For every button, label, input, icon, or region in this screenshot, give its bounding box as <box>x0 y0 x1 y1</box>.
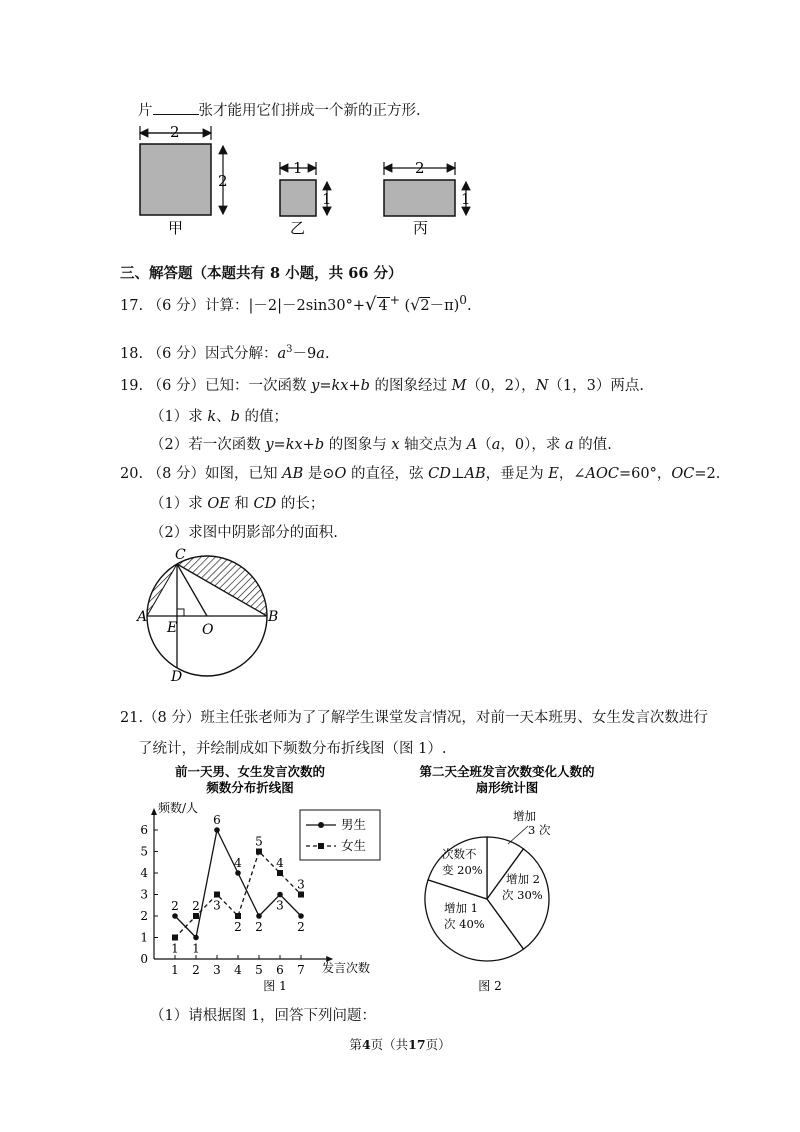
q17-text: 计算：|－2|－2sin30°+ <box>205 297 366 314</box>
chart1-ytick-2: 2 <box>140 909 148 923</box>
q19-sub2-2: = <box>273 437 286 453</box>
pie-label-plus3-leader <box>508 826 528 844</box>
chart1-datalabel-female-1: 1 <box>171 941 179 956</box>
q19-sub1-4: 的值； <box>239 409 289 425</box>
q18-score: （6 分） <box>147 346 206 362</box>
chart1-legend-box <box>300 810 380 860</box>
q21-sub1: （1）请根据图 1，回答下列问题： <box>150 1008 377 1024</box>
q19-sub1-1: k <box>207 409 217 425</box>
chart1-ytick-6: 6 <box>140 823 148 837</box>
chart1-datalabel-female-3: 3 <box>213 898 221 913</box>
q19-sub2-9: A <box>466 437 478 453</box>
footer-post: 页） <box>425 1037 451 1052</box>
q19-stem-6: 的图象经过 <box>369 378 452 394</box>
jia-width-label: 2 <box>170 123 180 141</box>
section-3-title: 三、解答题（本题共有 8 小题，共 66 分） <box>120 265 403 282</box>
q20-sub1-1: OE <box>207 496 230 512</box>
chart1-point-female-3 <box>214 892 220 898</box>
q16-shapes-figure <box>128 120 508 240</box>
q19-stem-10: （1，3）两点. <box>548 378 644 394</box>
q19-sub1-2: 、 <box>216 409 231 425</box>
frequency-line-chart <box>130 762 400 997</box>
q20-stem-7: AB <box>464 466 486 482</box>
q17-score: （6 分） <box>147 297 206 314</box>
chart1-point-female-1 <box>172 935 178 941</box>
q20-sub1-0: （1）求 <box>150 496 208 512</box>
q20-stem-1: AB <box>282 466 304 482</box>
chart1-ylabel: 频数/人 <box>158 801 199 815</box>
q20-sub2: （2）求图中阴影部分的面积. <box>150 525 338 541</box>
chart1-datalabel-male-4: 4 <box>234 856 242 870</box>
chart1-datalabel-male-1: 2 <box>171 899 179 913</box>
q20-sub1-3: CD <box>253 496 277 512</box>
q17-plus: + <box>389 293 400 307</box>
q19-sub2-5: b <box>314 437 325 453</box>
q19-sub1-3: b <box>230 409 240 425</box>
footer-total-pages: 17 <box>408 1037 426 1052</box>
q18-number: 18. <box>120 346 144 362</box>
label-a: A <box>137 609 148 625</box>
legend-male-label: 男生 <box>341 817 367 832</box>
chart1-xtick-6: 6 <box>276 963 284 977</box>
q20 <box>120 462 720 483</box>
q19-stem-3: kx <box>331 378 349 394</box>
q19-sub2-10: （ <box>477 437 492 453</box>
legend-male-marker <box>318 822 324 828</box>
chart1-y-axis-arrow <box>151 808 157 815</box>
q17-end: . <box>466 297 472 314</box>
pie-label-plus2-line2: 次 30% <box>502 888 543 902</box>
chart1-caption: 图 1 <box>263 979 287 993</box>
chart1-point-male-3 <box>214 827 220 833</box>
q18-expr-b: －9 <box>292 346 317 362</box>
q19-sub2-4: + <box>302 437 315 453</box>
q17-number: 17. <box>120 297 144 314</box>
q19-sub2-3: kx <box>285 437 303 453</box>
pie-label-same-line2: 变 20% <box>442 863 483 877</box>
q18-end: . <box>324 346 330 362</box>
q20-stem-3: O <box>334 466 347 482</box>
q20-sub1-4: 的长； <box>276 496 325 512</box>
footer-page-number: 4 <box>361 1037 371 1052</box>
q20-stem-2: 是⊙ <box>303 466 335 482</box>
chart1-datalabel-male-6: 3 <box>276 898 284 913</box>
q19-sub1 <box>150 405 288 426</box>
chart1-point-female-6 <box>277 870 283 876</box>
chart1-ytick-5: 5 <box>140 844 148 859</box>
q18-expr-c: a <box>316 346 325 362</box>
q20-stem-6: ⊥ <box>450 466 465 482</box>
q17-minus-pi: －π <box>429 297 454 314</box>
q21-line1: 班主任张老师为了了解学生课堂发言情况，对前一天本班男、女生发言次数进行 <box>200 710 708 726</box>
pie-label-plus1-line1: 增加 1 <box>444 901 478 915</box>
footer-mid: 页（共 <box>370 1037 409 1052</box>
chart1-ytick-3: 3 <box>140 887 148 902</box>
q21 <box>120 706 708 727</box>
q19-sub2-8: 轴交点为 <box>399 437 467 453</box>
chart1-xtick-7: 7 <box>297 963 305 977</box>
bing-height-label: 1 <box>461 190 471 208</box>
chart1-xtick-4: 4 <box>234 963 242 977</box>
q20-stem-5: CD <box>428 466 451 482</box>
q20-stem-11: AOC <box>585 466 619 482</box>
q20-sub1 <box>150 492 324 513</box>
q20-sub1-2: 和 <box>229 496 254 512</box>
chart1-point-female-2 <box>193 913 199 919</box>
q19-stem-0: 已知：一次函数 <box>205 378 312 394</box>
legend-female-label: 女生 <box>341 838 367 853</box>
chart1-point-male-6 <box>277 892 283 898</box>
footer-pre: 第 <box>349 1037 362 1052</box>
shape-jia <box>140 123 228 237</box>
shaded-segment-cb <box>177 556 267 616</box>
pie-label-plus2-line1: 增加 2 <box>506 872 540 886</box>
chart2-title-line1: 第二天全班发言次数变化人数的 <box>419 764 595 779</box>
chart2-title-line2: 扇形统计图 <box>475 780 539 795</box>
chart1-datalabel-female-5: 5 <box>255 834 263 849</box>
pie-label-same-line1: 次数不 <box>442 847 477 861</box>
chart1-xtick-1: 1 <box>171 963 179 977</box>
chart1-title-line2: 频数分布折线图 <box>206 780 294 795</box>
q16-answer-blank <box>153 102 199 115</box>
bing-width-label: 2 <box>415 159 425 177</box>
q18-text: 因式分解： <box>205 346 278 362</box>
label-e: E <box>167 620 178 636</box>
chart1-point-male-7 <box>298 913 304 919</box>
label-d: D <box>171 669 183 685</box>
q19-sub2-7: x <box>391 437 400 453</box>
chart1-datalabel-male-2: 1 <box>192 941 200 956</box>
q19-stem-5: b <box>360 378 370 394</box>
chart1-point-male-4 <box>235 870 241 876</box>
chart1-point-male-5 <box>256 913 262 919</box>
q20-stem-4: 的直径，弦 <box>346 466 429 482</box>
q19-sub2-0: （2）若一次函数 <box>150 437 266 453</box>
q19-sub2-11: a <box>491 437 501 453</box>
q18-expr-a: a <box>277 346 287 362</box>
q19-stem-7: M <box>451 378 467 394</box>
chart1-ytick-4: 4 <box>140 866 148 880</box>
q19-stem-8: （0，2）， <box>466 378 536 394</box>
chord-ac <box>147 564 177 616</box>
chart1-ytick-1: 1 <box>140 930 148 945</box>
legend-female-marker <box>318 843 324 849</box>
q19-number: 19. <box>120 378 144 394</box>
chart1-datalabel-female-6: 4 <box>276 856 284 870</box>
label-o: O <box>202 622 214 638</box>
yi-width-label: 1 <box>293 159 303 177</box>
q19 <box>120 374 644 395</box>
chart1-title-line1: 前一天男、女生发言次数的 <box>174 764 326 779</box>
q20-circle-figure <box>135 545 295 685</box>
chart2-caption: 图 2 <box>478 979 502 993</box>
shape-yi <box>280 159 332 237</box>
yi-height-label: 1 <box>322 190 332 208</box>
q20-stem-9: E <box>548 466 559 482</box>
q19-stem-1: y <box>311 378 320 394</box>
q17-radicand: 4 <box>378 297 388 314</box>
q17: 17. （6 分）计算：|－2|－2sin30°+√ 4 + $(√2-\pi)^0$. <box>120 293 472 315</box>
q19-sub2-1: y <box>265 437 274 453</box>
q20-stem-12: =60°， <box>618 466 672 482</box>
q19-stem-4: + <box>348 378 361 394</box>
q20-stem-14: =2. <box>694 466 721 482</box>
q20-score: （8 分） <box>147 466 206 482</box>
chart1-xtick-5: 5 <box>255 963 263 977</box>
square-yi <box>280 180 316 216</box>
q17-root-two: 2 <box>420 297 430 314</box>
pie-label-plus3-line1: 增加 <box>513 809 536 823</box>
page-footer <box>0 1035 800 1053</box>
q19-stem-2: = <box>319 378 332 394</box>
q19-score: （6 分） <box>147 378 206 394</box>
q19-sub2-13: a <box>564 437 574 453</box>
q19-sub1-0: （1）求 <box>150 409 208 425</box>
bing-name: 丙 <box>413 219 429 237</box>
pie-label-plus1-line2: 次 40% <box>444 917 485 931</box>
chart1-xlabel: 发言次数 <box>322 961 371 975</box>
q20-stem-0: 如图，已知 <box>205 466 283 482</box>
chart1-datalabel-male-3: 6 <box>213 813 221 827</box>
q19-sub2-6: 的图象与 <box>324 437 392 453</box>
chart1-point-male-1 <box>172 913 178 919</box>
chart1-datalabel-male-7: 2 <box>297 920 305 934</box>
rect-bing <box>384 180 455 216</box>
q18-exponent: 3 <box>286 344 293 356</box>
jia-name: 甲 <box>168 219 184 237</box>
q20-number: 20. <box>120 466 144 482</box>
q16-line <box>138 99 421 120</box>
q21-score: （8 分） <box>143 710 201 726</box>
right-angle-mark <box>177 609 184 616</box>
q19-sub2 <box>150 433 612 454</box>
q18 <box>120 342 330 363</box>
square-jia <box>140 144 211 215</box>
chart1-legend <box>300 810 380 860</box>
q20-stem-13: OC <box>671 466 695 482</box>
chart1-point-male-2 <box>193 935 199 941</box>
chart1-datalabel-female-7: 3 <box>297 877 305 892</box>
q16-prefix: 片 <box>138 103 153 119</box>
label-c: C <box>175 547 186 563</box>
chart1-datalabel-male-5: 2 <box>255 920 263 934</box>
q19-sub2-12: ，0），求 <box>500 437 565 453</box>
chart1-ytick-0: 0 <box>140 952 148 966</box>
q19-stem-9: N <box>535 378 549 394</box>
chart1-point-female-5 <box>256 849 262 855</box>
q17-exponent: 0 <box>459 293 467 307</box>
q21-number: 21. <box>120 710 144 726</box>
shape-bing <box>384 159 471 237</box>
label-b: B <box>268 609 279 625</box>
q20-stem-10: ，∠ <box>558 466 586 482</box>
yi-name: 乙 <box>290 219 306 237</box>
chart1-xtick-2: 2 <box>192 963 200 977</box>
change-pie-chart <box>410 762 610 997</box>
pie-label-plus3-line2: 3 次 <box>528 823 551 837</box>
jia-height-label: 2 <box>218 172 228 190</box>
chart1-point-female-7 <box>298 892 304 898</box>
q19-sub2-14: 的值. <box>573 437 612 453</box>
q20-stem-8: ，垂足为 <box>485 466 549 482</box>
chart1-xtick-3: 3 <box>213 963 221 977</box>
chart1-datalabel-female-2: 2 <box>192 899 200 913</box>
q16-suffix: 张才能用它们拼成一个新的正方形. <box>198 103 421 119</box>
chart1-datalabel-female-4: 2 <box>234 920 242 934</box>
chart1-point-female-4 <box>235 913 241 919</box>
q21-line2: 了统计，并绘制成如下频数分布折线图（图 1）. <box>138 741 447 757</box>
